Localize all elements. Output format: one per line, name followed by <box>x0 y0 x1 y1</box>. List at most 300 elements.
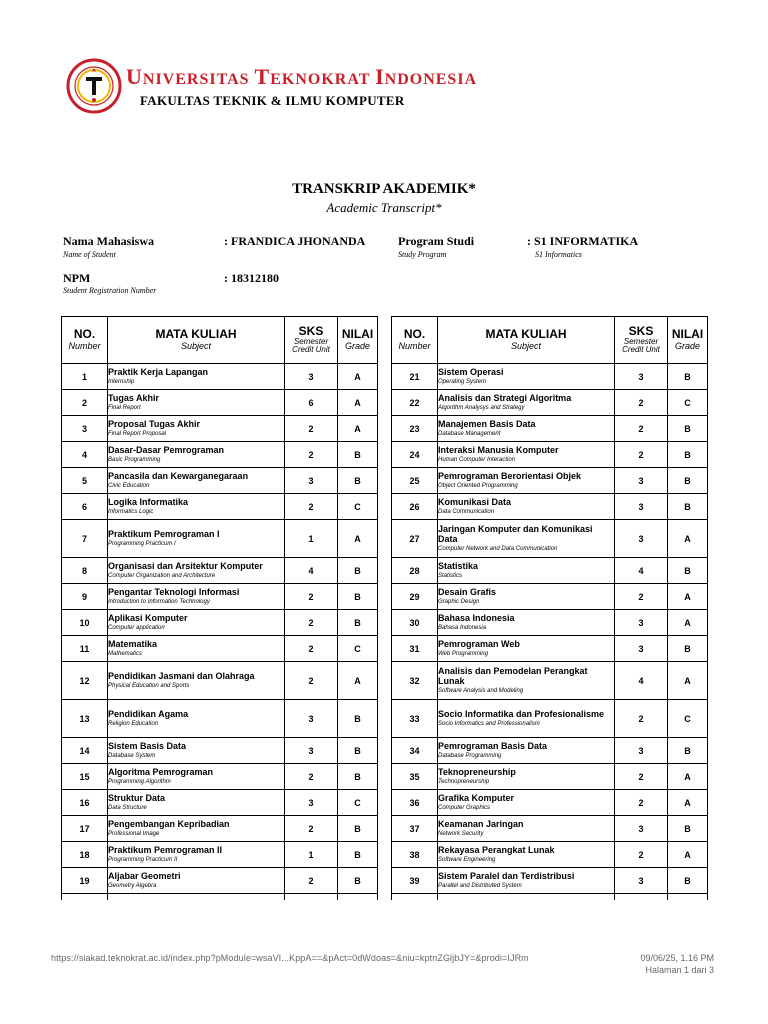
subject-name: Praktikum Pemrograman II <box>108 845 223 856</box>
row-subject <box>438 468 615 494</box>
row-credits: 4 <box>615 558 668 584</box>
subject-name-english: Religion Education <box>108 720 159 727</box>
row-subject <box>108 790 285 816</box>
table-row <box>62 662 378 700</box>
name-label: Nama Mahasiswa <box>63 234 155 248</box>
row-grade: B <box>338 442 378 468</box>
table-row <box>392 842 708 868</box>
row-number: 3 <box>62 416 108 442</box>
subject-name-english: Bahasa Indonesia <box>438 624 487 631</box>
row-subject <box>438 520 615 558</box>
row-grade: B <box>338 868 378 894</box>
row-credits: 4 <box>615 662 668 700</box>
document-subtitle: Academic Transcript* <box>326 200 442 215</box>
subject-name-english: Database Management <box>438 430 501 437</box>
row-subject <box>108 816 285 842</box>
subject-name: Praktik Kerja Lapangan <box>108 367 209 378</box>
table-row <box>392 764 708 790</box>
row-grade: B <box>668 558 708 584</box>
row-credits: 1 <box>285 520 338 558</box>
row-number: 35 <box>392 764 438 790</box>
row-grade: B <box>668 868 708 894</box>
row-number: 33 <box>392 700 438 738</box>
table-row <box>62 468 378 494</box>
row-subject <box>438 868 615 894</box>
table-row <box>392 636 708 662</box>
row-credits: 3 <box>285 364 338 390</box>
table-row <box>392 584 708 610</box>
subject-name: Komunikasi Data <box>438 497 512 508</box>
row-grade: A <box>668 842 708 868</box>
footer-page-number: Halaman 1 dari 3 <box>645 965 714 975</box>
empty-cell <box>62 894 108 901</box>
subject-name: Praktikum Pemrograman I <box>108 529 220 540</box>
row-subject <box>108 868 285 894</box>
table-row <box>62 584 378 610</box>
subject-name: Pemrograman Web <box>438 639 520 650</box>
row-number: 22 <box>392 390 438 416</box>
row-credits: 3 <box>285 700 338 738</box>
subject-name-english: Introduction to Information Technology <box>108 598 210 605</box>
row-number: 21 <box>392 364 438 390</box>
row-grade: B <box>668 364 708 390</box>
subject-name: Jaringan Komputer dan Komunikasi Data <box>438 524 593 545</box>
table-row-continuation <box>392 894 708 901</box>
subject-name-english: Database Programming <box>438 752 502 759</box>
table-row <box>62 558 378 584</box>
empty-cell <box>438 894 615 901</box>
row-grade: B <box>338 468 378 494</box>
row-number: 29 <box>392 584 438 610</box>
subject-name: Sistem Basis Data <box>108 741 187 752</box>
subject-name-english: Civic Education <box>108 482 150 489</box>
subject-name: Struktur Data <box>108 793 166 804</box>
row-number: 32 <box>392 662 438 700</box>
row-credits: 2 <box>615 442 668 468</box>
table-row <box>62 816 378 842</box>
subject-name-english: Computer Organization and Architecture <box>108 572 216 579</box>
row-grade: C <box>668 390 708 416</box>
table-row <box>392 816 708 842</box>
subject-name-english: Basic Programming <box>108 456 161 463</box>
row-credits: 2 <box>285 816 338 842</box>
subject-name-english: Graphic Design <box>438 598 480 605</box>
row-credits: 4 <box>285 558 338 584</box>
table-row <box>392 416 708 442</box>
row-number: 8 <box>62 558 108 584</box>
table-row <box>62 520 378 558</box>
subject-name-english: Web Programming <box>438 650 488 657</box>
subject-name: Aljabar Geometri <box>108 871 181 882</box>
empty-cell <box>338 894 378 901</box>
row-subject <box>438 764 615 790</box>
subject-name: Matematika <box>108 639 158 650</box>
row-credits: 6 <box>285 390 338 416</box>
row-grade: B <box>338 558 378 584</box>
table-row <box>392 558 708 584</box>
subject-name: Analisis dan Strategi Algoritma <box>438 393 572 404</box>
subject-name-english: Software Analysis and Modeling <box>438 687 524 694</box>
subject-name-english: Final Report Proposal <box>108 430 167 437</box>
subject-name: Bahasa Indonesia <box>438 613 515 624</box>
row-grade: B <box>668 416 708 442</box>
subject-name: Sistem Operasi <box>438 367 504 378</box>
row-subject <box>108 738 285 764</box>
table-row <box>392 520 708 558</box>
row-grade: A <box>668 790 708 816</box>
subject-name: Pendidikan Agama <box>108 709 189 720</box>
subject-name-english: Human Computer Interaction <box>438 456 516 463</box>
footer-datetime: 09/06/25, 1.16 PM <box>640 953 714 963</box>
row-grade: B <box>338 584 378 610</box>
subject-name: Algoritma Pemrograman <box>108 767 214 778</box>
subject-name-english: Final Report <box>108 404 141 411</box>
subject-name: Aplikasi Komputer <box>108 613 188 624</box>
subject-name: Sistem Paralel dan Terdistribusi <box>438 871 575 882</box>
subject-name: Analisis dan Pemodelan Perangkat Lunak <box>438 666 588 687</box>
subject-name-english: Statistics <box>438 572 463 579</box>
subject-name: Interaksi Manusia Komputer <box>438 445 559 456</box>
row-subject <box>438 416 615 442</box>
row-credits: 3 <box>285 468 338 494</box>
row-grade: B <box>338 764 378 790</box>
empty-cell <box>285 894 338 901</box>
subject-name-english: Operating System <box>438 378 487 385</box>
row-subject <box>438 662 615 700</box>
subject-name: Pengantar Teknologi Informasi <box>108 587 240 598</box>
row-number: 28 <box>392 558 438 584</box>
subject-name-english: Informatics Logic <box>108 508 154 515</box>
table-row <box>62 364 378 390</box>
table-row <box>392 662 708 700</box>
subject-name: Teknopreneurship <box>438 767 516 778</box>
empty-cell <box>108 894 285 901</box>
header-no: NO. Number <box>392 317 438 364</box>
row-grade: B <box>668 636 708 662</box>
row-credits: 3 <box>615 494 668 520</box>
npm-sublabel: Student Registration Number <box>63 286 157 295</box>
subject-name-english: Professional Image <box>108 830 160 837</box>
transcript-table-right <box>391 316 708 900</box>
subject-name-english: Programming Practicum II <box>108 856 178 863</box>
row-credits: 3 <box>615 468 668 494</box>
program-value: : S1 INFORMATIKA <box>527 234 639 248</box>
row-number: 14 <box>62 738 108 764</box>
row-credits: 3 <box>615 520 668 558</box>
row-credits: 2 <box>285 868 338 894</box>
row-subject <box>108 764 285 790</box>
row-credits: 1 <box>285 842 338 868</box>
row-credits: 3 <box>615 816 668 842</box>
row-subject <box>108 700 285 738</box>
row-credits: 2 <box>615 790 668 816</box>
table-row <box>392 442 708 468</box>
row-number: 5 <box>62 468 108 494</box>
row-number: 6 <box>62 494 108 520</box>
subject-name-english: Object Oriented Programming <box>438 482 518 489</box>
table-row <box>62 390 378 416</box>
row-subject <box>108 390 285 416</box>
row-grade: B <box>338 700 378 738</box>
row-credits: 2 <box>615 416 668 442</box>
header-sks: SKS Semester Credit Unit <box>285 317 338 364</box>
subject-name: Pengembangan Kepribadian <box>108 819 230 830</box>
row-credits: 3 <box>615 636 668 662</box>
row-number: 17 <box>62 816 108 842</box>
row-number: 38 <box>392 842 438 868</box>
header-grade: NILAI Grade <box>668 317 708 364</box>
table-row <box>62 868 378 894</box>
table-row <box>392 868 708 894</box>
subject-name-english: Socio Informatics and Professionalism <box>438 720 540 727</box>
subject-name-english: Computer Graphics <box>438 804 491 811</box>
row-grade: C <box>338 790 378 816</box>
subject-name: Rekayasa Perangkat Lunak <box>438 845 555 856</box>
row-grade: B <box>338 816 378 842</box>
row-subject <box>438 364 615 390</box>
table-row <box>392 364 708 390</box>
table-row <box>392 610 708 636</box>
subject-name: Grafika Komputer <box>438 793 515 804</box>
row-number: 19 <box>62 868 108 894</box>
row-grade: C <box>338 494 378 520</box>
row-number: 31 <box>392 636 438 662</box>
row-credits: 3 <box>615 868 668 894</box>
row-credits: 2 <box>285 442 338 468</box>
row-grade: B <box>668 468 708 494</box>
table-row <box>62 790 378 816</box>
row-credits: 2 <box>285 610 338 636</box>
row-grade: C <box>668 700 708 738</box>
row-grade: A <box>338 390 378 416</box>
table-row <box>392 790 708 816</box>
row-credits: 2 <box>285 764 338 790</box>
row-number: 13 <box>62 700 108 738</box>
row-credits: 2 <box>285 584 338 610</box>
subject-name: Organisasi dan Arsitektur Komputer <box>108 561 263 572</box>
empty-cell <box>668 894 708 901</box>
subject-name-english: Network Security <box>438 830 484 837</box>
row-subject <box>438 558 615 584</box>
header-subject: MATA KULIAH Subject <box>438 317 615 364</box>
subject-name: Pemrograman Basis Data <box>438 741 548 752</box>
empty-cell <box>392 894 438 901</box>
row-grade: A <box>338 364 378 390</box>
row-credits: 2 <box>285 662 338 700</box>
document-title: TRANSKRIP AKADEMIK* <box>292 181 476 197</box>
row-subject <box>108 636 285 662</box>
subject-name: Pemrograman Berorientasi Objek <box>438 471 582 482</box>
row-credits: 3 <box>615 738 668 764</box>
subject-name-english: Data Structure <box>108 804 147 811</box>
npm-label: NPM <box>63 271 91 285</box>
subject-name-english: Mathematics <box>108 650 143 657</box>
row-subject <box>438 700 615 738</box>
row-number: 30 <box>392 610 438 636</box>
row-number: 37 <box>392 816 438 842</box>
subject-name: Pendidikan Jasmani dan Olahraga <box>108 671 255 682</box>
row-credits: 2 <box>615 842 668 868</box>
subject-name: Keamanan Jaringan <box>438 819 524 830</box>
row-subject <box>108 584 285 610</box>
subject-name-english: Database System <box>108 752 156 759</box>
row-subject <box>438 610 615 636</box>
row-grade: A <box>338 520 378 558</box>
row-subject <box>108 468 285 494</box>
header-subject: MATA KULIAH Subject <box>108 317 285 364</box>
university-logo <box>66 58 122 114</box>
row-number: 1 <box>62 364 108 390</box>
table-row <box>62 442 378 468</box>
name-sublabel: Name of Student <box>63 250 116 259</box>
row-grade: A <box>668 520 708 558</box>
row-subject <box>108 558 285 584</box>
npm-value: : 18312180 <box>224 271 279 285</box>
table-row <box>62 636 378 662</box>
row-credits: 2 <box>615 584 668 610</box>
table-row <box>62 610 378 636</box>
row-credits: 3 <box>285 738 338 764</box>
row-grade: A <box>668 662 708 700</box>
row-grade: A <box>668 764 708 790</box>
row-number: 2 <box>62 390 108 416</box>
subject-name: Statistika <box>438 561 479 572</box>
program-value-en: S1 Informatics <box>535 250 582 259</box>
row-number: 7 <box>62 520 108 558</box>
row-subject <box>438 842 615 868</box>
row-number: 26 <box>392 494 438 520</box>
row-subject <box>108 442 285 468</box>
row-number: 11 <box>62 636 108 662</box>
subject-name-english: Programming Practicum I <box>108 540 176 547</box>
row-credits: 2 <box>285 416 338 442</box>
subject-name-english: Data Communication <box>438 508 495 515</box>
subject-name-english: Geometry Algebra <box>108 882 157 889</box>
table-row <box>62 842 378 868</box>
empty-cell <box>615 894 668 901</box>
row-subject <box>108 416 285 442</box>
row-number: 15 <box>62 764 108 790</box>
row-credits: 2 <box>285 494 338 520</box>
row-subject <box>108 610 285 636</box>
subject-name: Dasar-Dasar Pemrograman <box>108 445 225 456</box>
subject-name: Logika Informatika <box>108 497 189 508</box>
row-number: 39 <box>392 868 438 894</box>
row-credits: 3 <box>285 790 338 816</box>
row-grade: A <box>338 416 378 442</box>
row-subject <box>108 494 285 520</box>
row-subject <box>438 738 615 764</box>
row-credits: 2 <box>615 700 668 738</box>
subject-name-english: Computer application <box>108 624 165 631</box>
table-row <box>62 700 378 738</box>
row-number: 16 <box>62 790 108 816</box>
table-row <box>62 764 378 790</box>
table-row <box>392 390 708 416</box>
row-number: 23 <box>392 416 438 442</box>
subject-name: Desain Grafis <box>438 587 497 598</box>
row-subject <box>438 636 615 662</box>
row-number: 9 <box>62 584 108 610</box>
footer-url: https://siakad.teknokrat.ac.id/index.php?pModule=wsaVI...KppA==&pAct=0dWdoas=&niu=kptnZGljbJY=&prodi=IJRm <box>51 953 529 963</box>
row-subject <box>108 520 285 558</box>
row-credits: 2 <box>285 636 338 662</box>
row-grade: B <box>338 842 378 868</box>
row-number: 18 <box>62 842 108 868</box>
subject-name-english: Parallel and Distributed System <box>438 882 522 889</box>
table-row <box>62 738 378 764</box>
table-row <box>392 494 708 520</box>
table-row-continuation <box>62 894 378 901</box>
table-row <box>392 468 708 494</box>
row-subject <box>438 790 615 816</box>
university-name: UNIVERSITAS TEKNOKRAT INDONESIA <box>126 64 478 89</box>
row-credits: 2 <box>615 764 668 790</box>
subject-name-english: Software Engineering <box>438 856 496 863</box>
subject-name: Tugas Akhir <box>108 393 160 404</box>
table-row <box>392 700 708 738</box>
row-number: 34 <box>392 738 438 764</box>
row-grade: B <box>338 610 378 636</box>
row-grade: A <box>668 584 708 610</box>
row-grade: B <box>668 816 708 842</box>
program-label: Program Studi <box>398 234 475 248</box>
row-credits: 3 <box>615 364 668 390</box>
row-number: 24 <box>392 442 438 468</box>
row-grade: B <box>668 494 708 520</box>
header-grade: NILAI Grade <box>338 317 378 364</box>
row-number: 36 <box>392 790 438 816</box>
subject-name-english: Physical Education and Sports <box>108 682 190 689</box>
row-grade: B <box>668 442 708 468</box>
row-grade: B <box>338 738 378 764</box>
row-subject <box>438 584 615 610</box>
row-number: 12 <box>62 662 108 700</box>
program-sublabel: Study Program <box>398 250 447 259</box>
row-credits: 3 <box>615 610 668 636</box>
row-number: 25 <box>392 468 438 494</box>
subject-name-english: Technopreneurship <box>438 778 490 785</box>
subject-name: Pancasila dan Kewarganegaraan <box>108 471 249 482</box>
row-grade: A <box>668 610 708 636</box>
row-grade: A <box>338 662 378 700</box>
row-subject <box>438 816 615 842</box>
subject-name-english: Computer Network and Data Communication <box>438 545 558 552</box>
transcript-table-left <box>61 316 378 900</box>
name-value: : FRANDICA JHONANDA <box>224 234 366 248</box>
table-row <box>62 494 378 520</box>
row-subject <box>108 662 285 700</box>
row-number: 4 <box>62 442 108 468</box>
subject-name: Proposal Tugas Akhir <box>108 419 201 430</box>
row-credits: 2 <box>615 390 668 416</box>
row-number: 10 <box>62 610 108 636</box>
table-row <box>392 738 708 764</box>
row-subject <box>108 364 285 390</box>
row-subject <box>108 842 285 868</box>
subject-name-english: Algorithm Analysys and Strategy <box>438 404 525 411</box>
header-no: NO. Number <box>62 317 108 364</box>
row-subject <box>438 390 615 416</box>
row-subject <box>438 442 615 468</box>
subject-name: Socio Informatika dan Profesionalisme <box>438 709 605 720</box>
faculty-name: FAKULTAS TEKNIK & ILMU KOMPUTER <box>140 93 405 108</box>
row-subject <box>438 494 615 520</box>
subject-name-english: Programming Algorithm <box>108 778 171 785</box>
subject-name: Manajemen Basis Data <box>438 419 536 430</box>
table-row <box>62 416 378 442</box>
row-number: 27 <box>392 520 438 558</box>
